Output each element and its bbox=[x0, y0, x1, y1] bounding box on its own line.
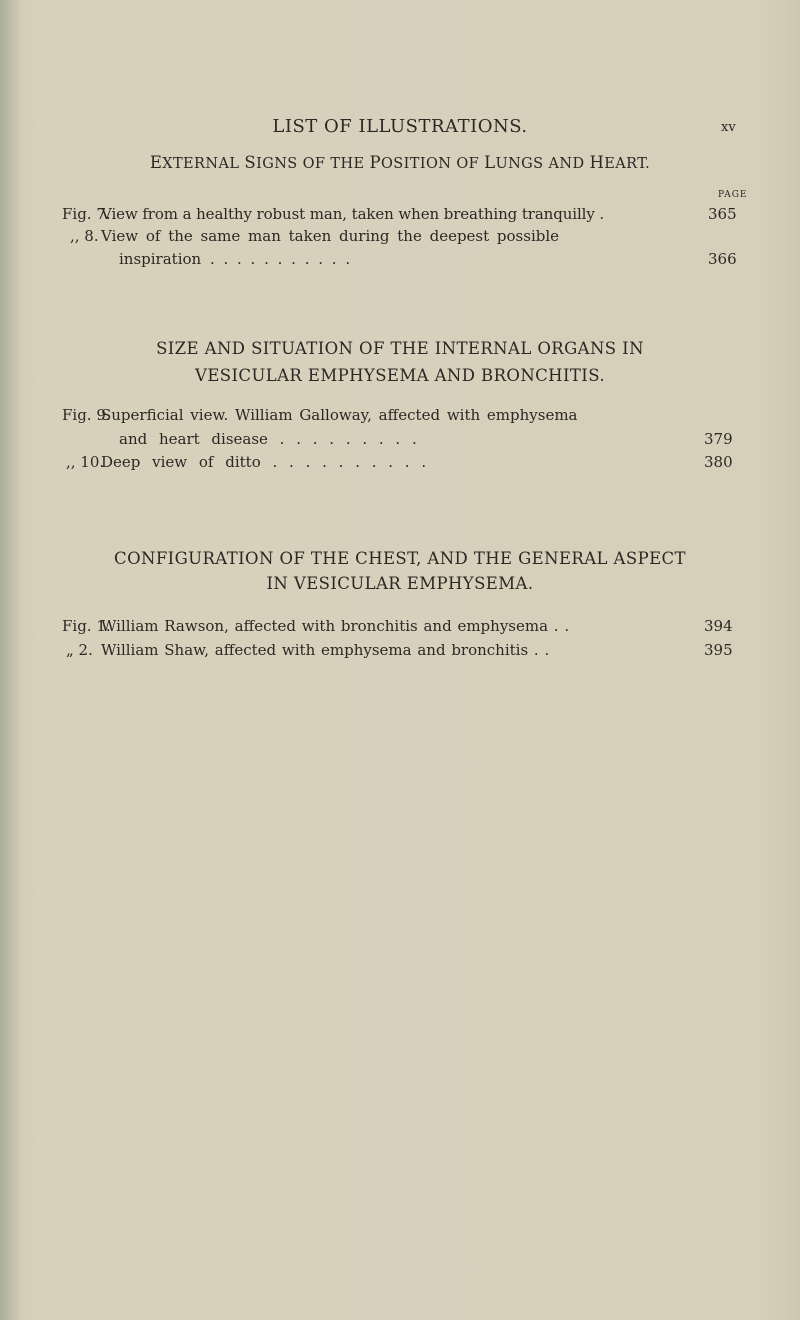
page-number: xv bbox=[721, 120, 736, 135]
entry-page: 365 bbox=[708, 205, 737, 223]
heading-rest: IGNS OF THE bbox=[256, 156, 370, 172]
entry-text: Deep view of ditto . . . . . . . . . . bbox=[101, 453, 427, 471]
heading-initial: H bbox=[589, 153, 605, 172]
fig-label: Fig. 1. bbox=[62, 617, 111, 635]
heading-rest: EART. bbox=[604, 156, 651, 172]
fig-label: ,, 10. bbox=[66, 453, 105, 471]
heading-rest: OSITION OF bbox=[381, 156, 485, 172]
section1-heading bbox=[0, 153, 800, 172]
fig-label: Fig. 7. bbox=[62, 205, 111, 223]
entry-text: View from a healthy robust man, taken when breathing tranquilly . bbox=[101, 205, 605, 223]
running-head-title: LIST OF ILLUSTRATIONS. bbox=[272, 116, 528, 137]
entry-page: 395 bbox=[704, 641, 733, 659]
entry-text: William Rawson, affected with bronchitis and emphysema . . bbox=[101, 617, 570, 635]
entry-page: 379 bbox=[704, 430, 733, 448]
entry-page: 366 bbox=[708, 250, 737, 268]
entry-text: William Shaw, affected with emphysema and bronchitis . . bbox=[101, 641, 550, 659]
heading-initial: P bbox=[369, 153, 382, 172]
entry-page: 394 bbox=[704, 617, 733, 635]
page-column-label: PAGE bbox=[718, 190, 748, 200]
fig-label: „ 2. bbox=[66, 641, 93, 659]
section3-heading: CONFIGURATION OF THE CHEST, AND THE GENERAL ASPECT bbox=[114, 549, 686, 568]
section2-heading: SIZE AND SITUATION OF THE INTERNAL ORGANS IN bbox=[156, 339, 644, 358]
heading-initial: S bbox=[244, 153, 257, 172]
entry-text: inspiration . . . . . . . . . . . bbox=[119, 250, 351, 268]
section3-heading: IN VESICULAR EMPHYSEMA. bbox=[266, 574, 534, 593]
entry-text: Superficial view. William Galloway, affected with emphysema bbox=[101, 406, 578, 424]
entry-text: and heart disease . . . . . . . . . bbox=[119, 430, 417, 448]
entry-text: View of the same man taken during the deepest possible bbox=[101, 227, 560, 245]
section2-heading: VESICULAR EMPHYSEMA AND BRONCHITIS. bbox=[195, 366, 605, 385]
heading-rest: XTERNAL bbox=[162, 156, 245, 172]
entry-page: 380 bbox=[704, 453, 733, 471]
heading-initial: E bbox=[149, 153, 163, 172]
heading-initial: L bbox=[484, 153, 496, 172]
fig-label: ,, 8. bbox=[70, 227, 99, 245]
fig-label: Fig. 9. bbox=[62, 406, 111, 424]
heading-rest: UNGS AND bbox=[495, 156, 590, 172]
